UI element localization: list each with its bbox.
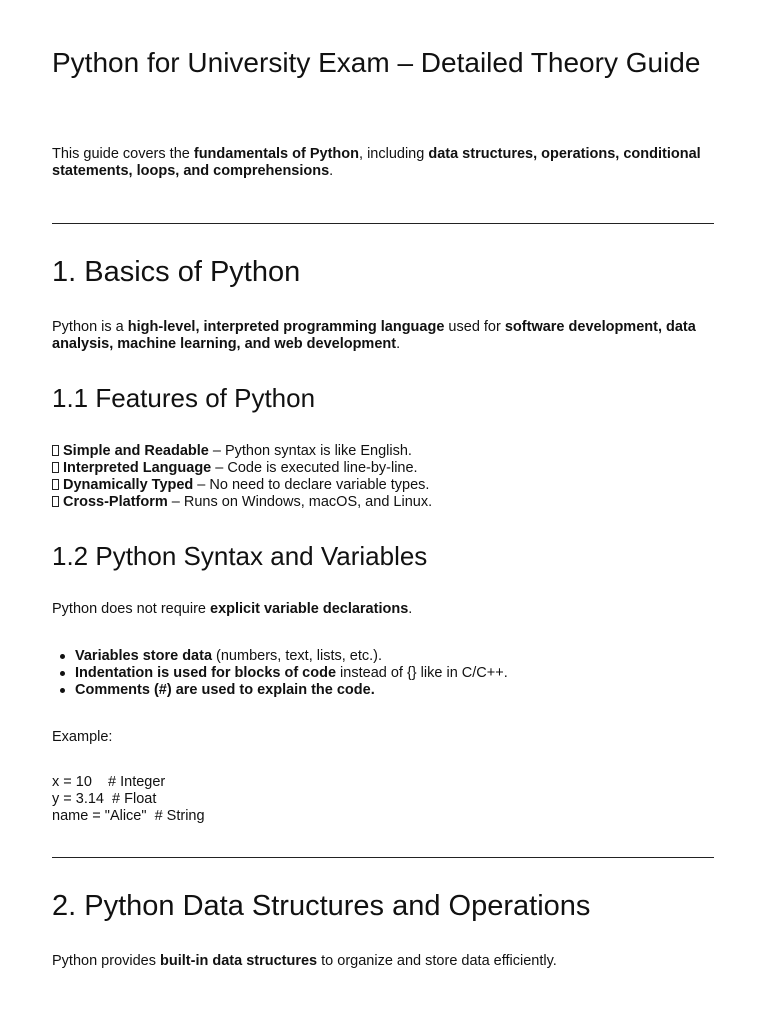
feature-item — [52, 477, 432, 494]
missing-glyph-icon — [52, 479, 59, 490]
divider-2 — [52, 857, 714, 858]
example-label: Example: — [52, 729, 113, 745]
intro-paragraph — [52, 146, 716, 180]
s1-bold-2: software development, data analysis, machine learning, and web development — [52, 319, 696, 352]
intro-bold-2: data structures, operations, conditional statements, loops, and comprehensions — [52, 146, 701, 179]
s12-text-2: . — [408, 601, 413, 617]
section-2-heading: 2. Python Data Structures and Operations — [52, 890, 591, 922]
feature-desc: – No need to declare variable types. — [193, 477, 430, 493]
divider-1 — [52, 223, 714, 224]
list-item — [75, 665, 508, 682]
features-list — [52, 443, 432, 511]
feature-desc: – Python syntax is like English. — [208, 443, 412, 459]
code-example — [52, 774, 205, 825]
feature-name: Dynamically Typed — [63, 477, 194, 493]
intro-bold-1: fundamentals of Python — [193, 146, 360, 162]
missing-glyph-icon — [52, 496, 59, 507]
feature-name: Cross-Platform — [63, 494, 168, 510]
bullet-bold: Variables store data — [75, 648, 213, 664]
syntax-bullet-list — [52, 648, 508, 699]
code-line: x = 10 # Integer — [52, 774, 166, 790]
list-item — [75, 648, 508, 665]
missing-glyph-icon — [52, 445, 59, 456]
section-2-paragraph — [52, 953, 557, 970]
list-item — [75, 682, 508, 699]
section-1-1-heading: 1.1 Features of Python — [52, 383, 316, 413]
feature-desc: – Code is executed line-by-line. — [211, 460, 418, 476]
bullet-text: instead of {} like in C/C++. — [336, 665, 508, 681]
s2-text-2: to organize and store data efficiently. — [317, 953, 557, 969]
s2-text-1: Python provides — [52, 953, 161, 969]
feature-name: Interpreted Language — [63, 460, 212, 476]
feature-item — [52, 460, 432, 477]
s1-text-2: used for — [444, 319, 505, 335]
missing-glyph-icon — [52, 462, 59, 473]
feature-desc: – Runs on Windows, macOS, and Linux. — [167, 494, 433, 510]
bullet-bold: Comments (#) are used to explain the code. — [75, 682, 375, 698]
section-1-heading: 1. Basics of Python — [52, 256, 301, 288]
section-1-paragraph — [52, 319, 716, 353]
s1-text-3: . — [396, 336, 401, 352]
intro-text-1: This guide covers the — [52, 146, 194, 162]
document-title: Python for University Exam – Detailed Theory Guide — [52, 47, 701, 78]
bullet-text: (numbers, text, lists, etc.). — [212, 648, 383, 664]
section-1-2-heading: 1.2 Python Syntax and Variables — [52, 541, 428, 571]
s12-text-1: Python does not require — [52, 601, 210, 617]
intro-text-3: . — [329, 163, 334, 179]
s12-bold-1: explicit variable declarations — [210, 601, 409, 617]
feature-name: Simple and Readable — [63, 443, 209, 459]
feature-item — [52, 443, 432, 460]
s1-text-1: Python is a — [52, 319, 128, 335]
feature-item — [52, 494, 432, 511]
section-1-2-paragraph — [52, 601, 412, 618]
intro-text-2: , including — [359, 146, 429, 162]
bullet-bold: Indentation is used for blocks of code — [75, 665, 337, 681]
s2-bold-1: built-in data structures — [160, 953, 318, 969]
s1-bold-1: high-level, interpreted programming language — [127, 319, 445, 335]
code-line: y = 3.14 # Float — [52, 791, 157, 807]
code-line: name = "Alice" # String — [52, 808, 205, 824]
